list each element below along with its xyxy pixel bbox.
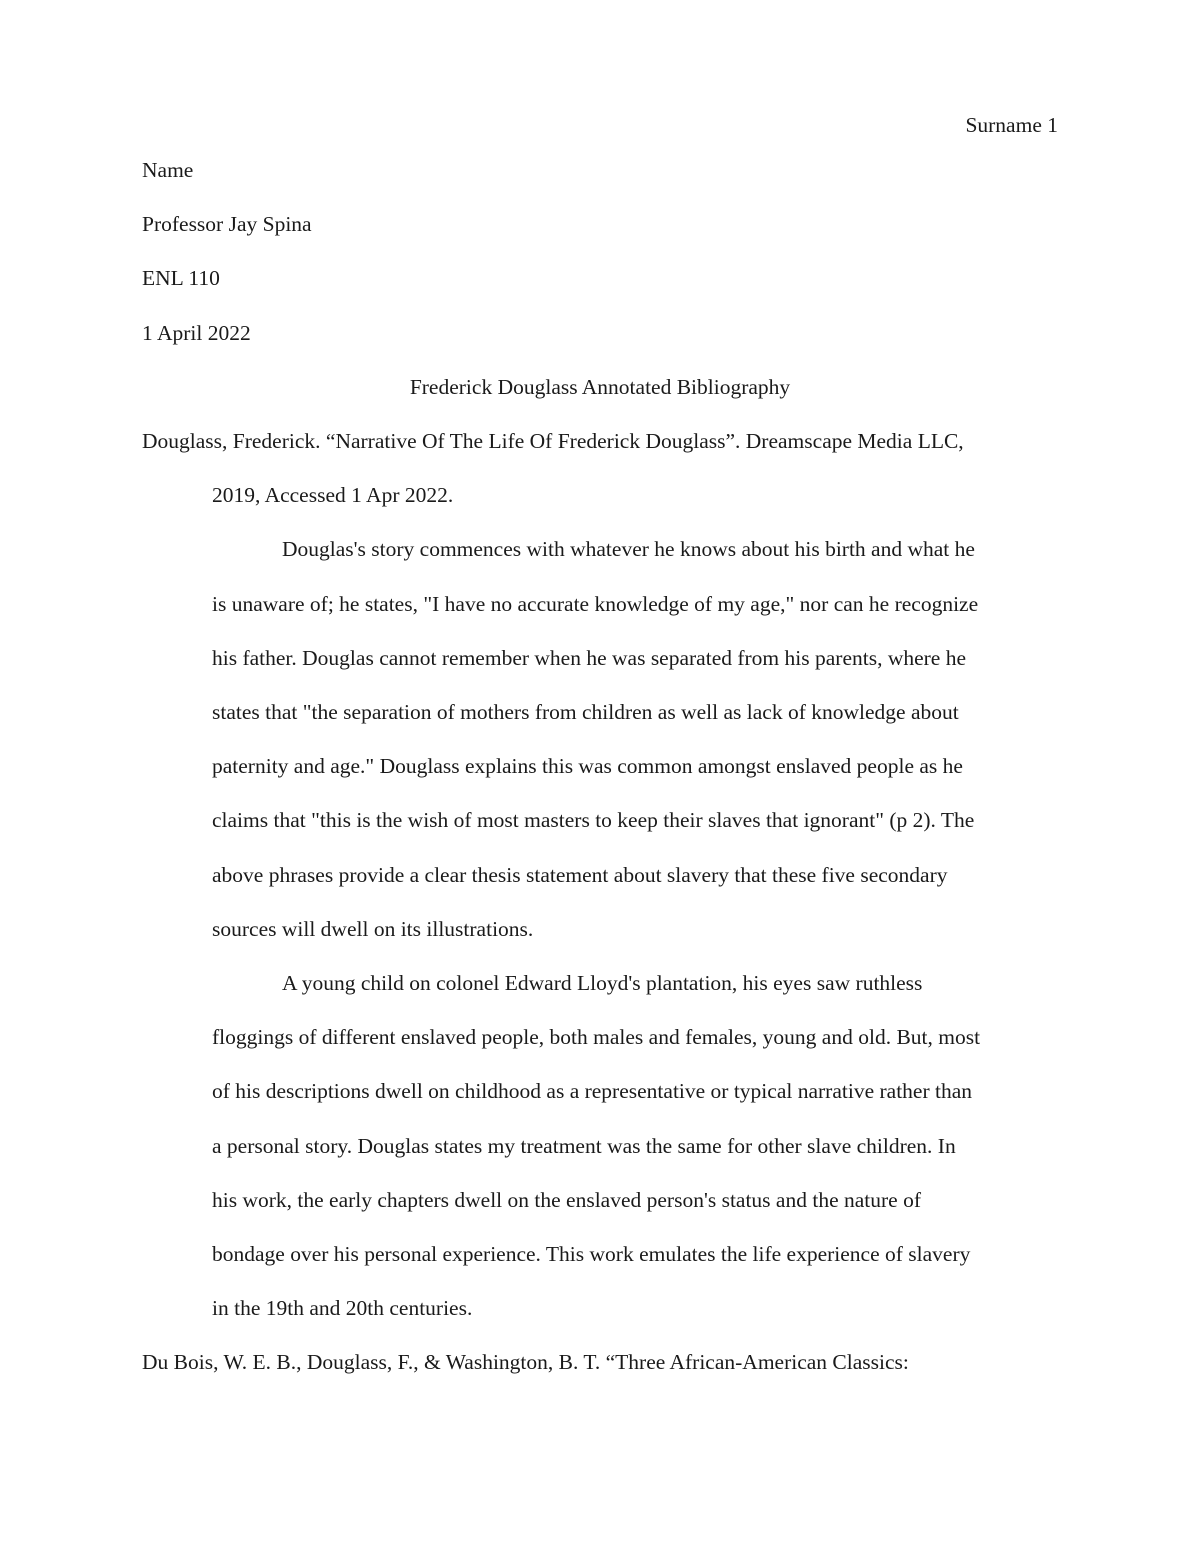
citation-line: 2019, Accessed 1 Apr 2022.: [212, 483, 454, 508]
citation-line: Douglass, Frederick. “Narrative Of The Life Of Frederick Douglass”. Dreamscape Media LLC,: [142, 429, 964, 454]
course-name: ENL 110: [142, 266, 220, 291]
annotation-line: in the 19th and 20th centuries.: [212, 1296, 473, 1321]
annotation-line: floggings of different enslaved people, both males and females, young and old. But, most: [212, 1025, 981, 1050]
document-title: Frederick Douglass Annotated Bibliography: [409, 374, 791, 399]
running-head: Surname 1: [965, 113, 1058, 137]
document-body: [142, 143, 1058, 1390]
annotation-line: bondage over his personal experience. This work emulates the life experience of slavery: [212, 1242, 971, 1267]
annotation-line: a personal story. Douglas states my treatment was the same for other slave children. In: [212, 1133, 956, 1158]
annotation-line: paternity and age." Douglass explains this was common amongst enslaved people as he: [212, 754, 963, 779]
date-line: 1 April 2022: [142, 320, 251, 345]
annotation-line: A young child on colonel Edward Lloyd's plantation, his eyes saw ruthless: [282, 971, 923, 996]
annotation-line: above phrases provide a clear thesis statement about slavery that these five secondary: [212, 862, 948, 887]
annotation-line: claims that "this is the wish of most masters to keep their slaves that ignorant" (p 2). The: [212, 808, 975, 833]
professor-name: Professor Jay Spina: [142, 212, 312, 237]
annotation-line: his work, the early chapters dwell on the enslaved person's status and the nature of: [212, 1187, 921, 1212]
annotation-line: sources will dwell on its illustrations.: [212, 916, 534, 941]
citation-line: Du Bois, W. E. B., Douglass, F., & Washington, B. T. “Three African-American Classics:: [142, 1350, 909, 1375]
annotation-line: is unaware of; he states, "I have no accurate knowledge of my age," nor can he recognize: [212, 591, 979, 616]
annotation-line: his father. Douglas cannot remember when he was separated from his parents, where he: [212, 645, 967, 670]
annotation-line: states that "the separation of mothers from children as well as lack of knowledge about: [212, 700, 959, 725]
student-name: Name: [142, 158, 194, 182]
annotation-line: Douglas's story commences with whatever he knows about his birth and what he: [282, 537, 975, 562]
annotation-line: of his descriptions dwell on childhood as a representative or typical narrative rather than: [212, 1079, 973, 1104]
